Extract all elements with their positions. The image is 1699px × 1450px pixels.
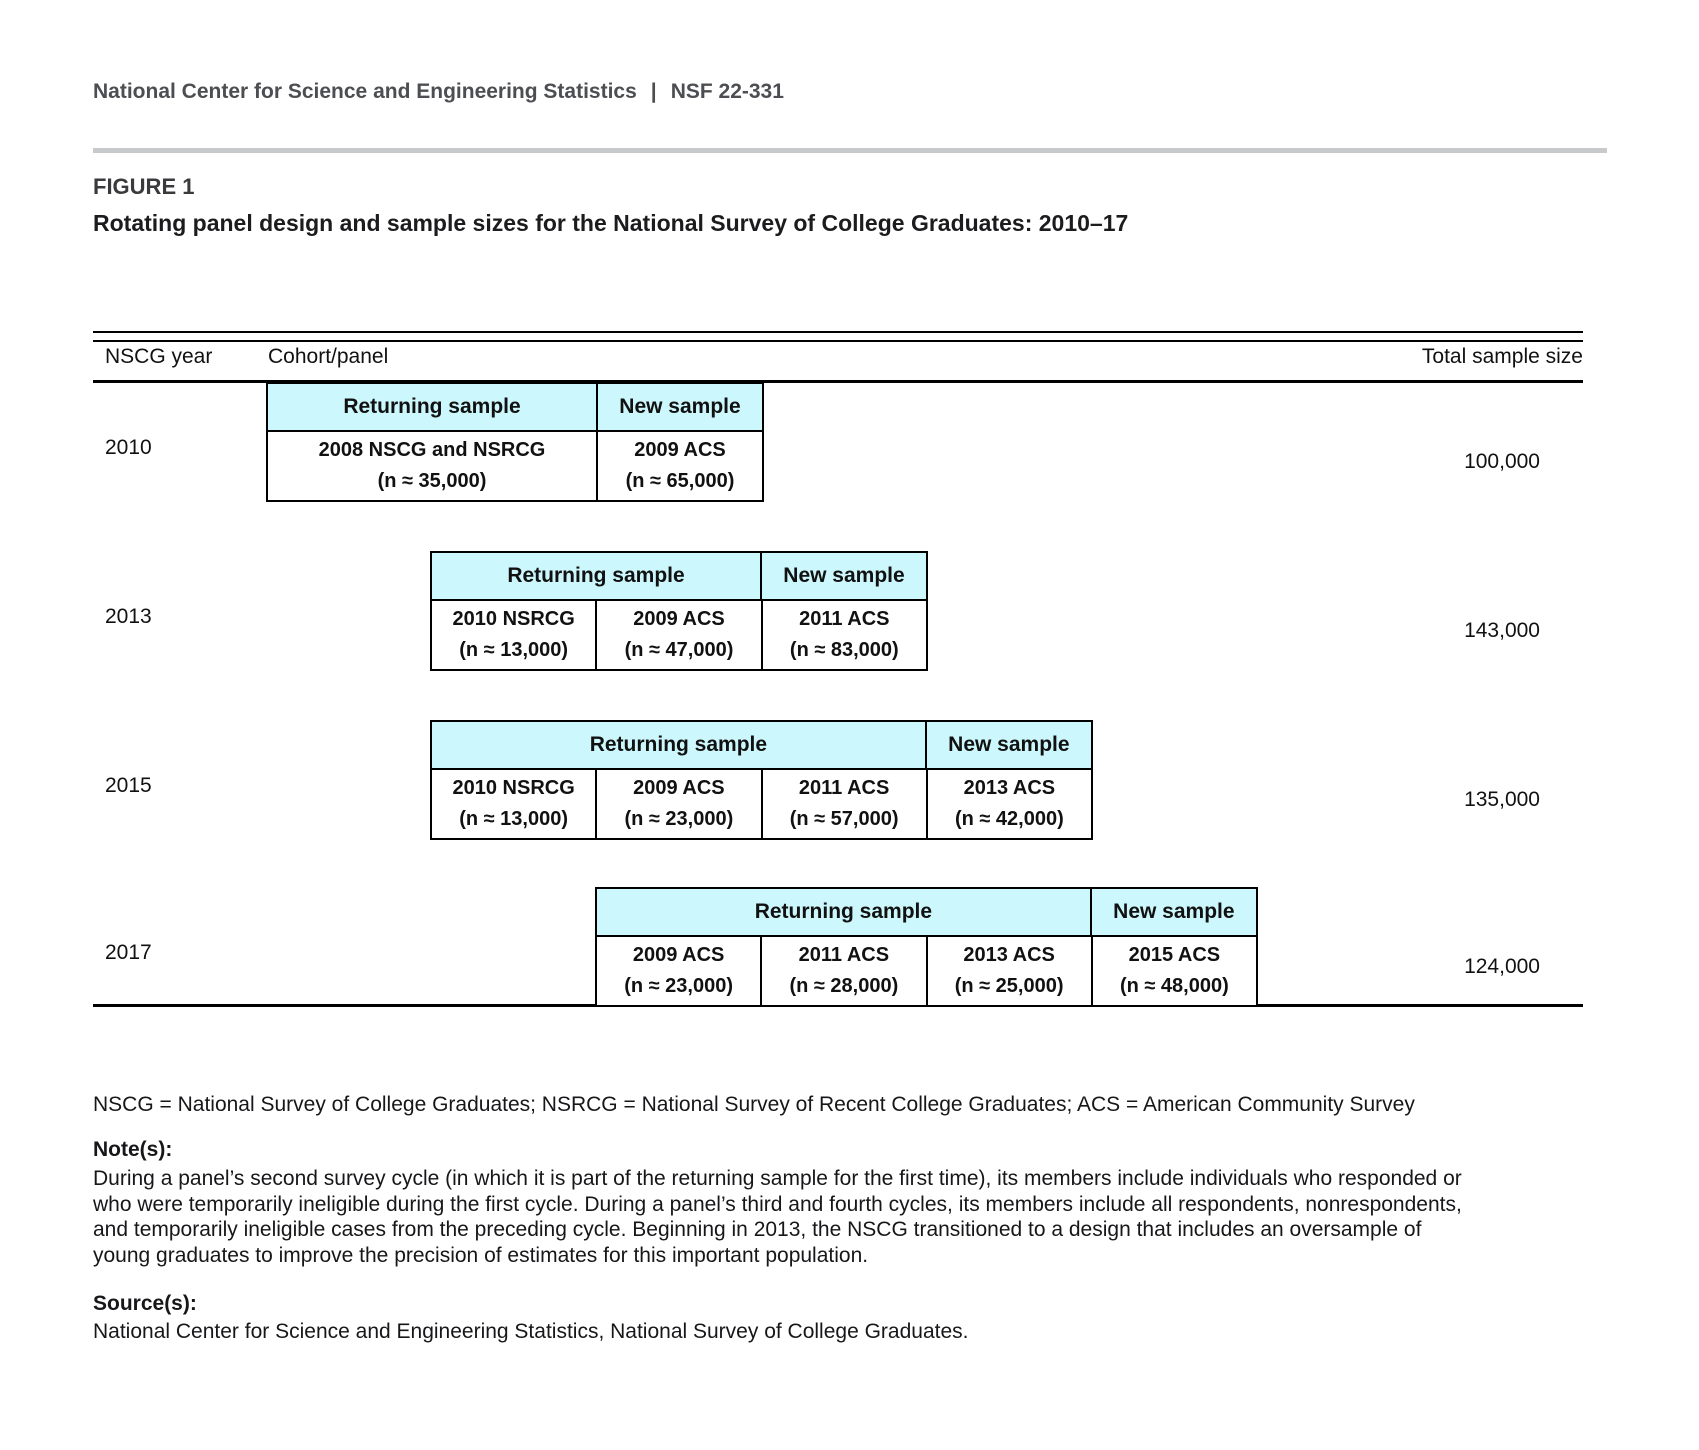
sample-size: (n ≈ 13,000) xyxy=(459,639,569,661)
total-sample-size-value: 143,000 xyxy=(1464,619,1540,642)
sample-size: (n ≈ 23,000) xyxy=(624,808,734,830)
sample-name: 2009 ACS xyxy=(633,608,725,630)
column-header-total-sample-size: Total sample size xyxy=(1421,345,1583,368)
year-label-2010: 2010 xyxy=(105,436,152,459)
panel-box-2017 xyxy=(595,887,1258,1007)
source-text: National Center for Science and Engineering Statistics, National Survey of College Graduates. xyxy=(93,1320,969,1343)
sample-cell xyxy=(597,937,760,1005)
abbreviation-key: NSCG = National Survey of College Graduates; NSRCG = National Survey of Recent College Graduates; ACS = American Community Survey xyxy=(93,1093,1415,1116)
sample-name: 2008 NSCG and NSRCG xyxy=(318,439,546,461)
source-label: Source(s): xyxy=(93,1292,197,1315)
panel-box-2017-data-row xyxy=(597,937,1256,1005)
sample-size: (n ≈ 13,000) xyxy=(459,808,569,830)
note-body xyxy=(93,1166,1462,1268)
total-sample-size-value: 124,000 xyxy=(1464,955,1540,978)
sample-size: (n ≈ 35,000) xyxy=(377,470,487,492)
sample-cell xyxy=(760,937,925,1005)
year-label-2015: 2015 xyxy=(105,774,152,797)
total-sample-size-value: 100,000 xyxy=(1464,450,1540,473)
sample-name: 2009 ACS xyxy=(632,944,725,966)
column-header-cohort-panel: Cohort/panel xyxy=(268,345,389,368)
doc-header-org: National Center for Science and Engineering Statistics xyxy=(93,80,637,103)
returning-sample-header: Returning sample xyxy=(432,722,925,768)
sample-name: 2011 ACS xyxy=(799,608,890,630)
sample-cell xyxy=(761,770,926,838)
sample-name: 2013 ACS xyxy=(963,944,1055,966)
new-sample-header: New sample xyxy=(925,722,1091,768)
doc-header-report-number: NSF 22-331 xyxy=(670,80,784,103)
sample-cell xyxy=(926,937,1091,1005)
sample-name: 2009 ACS xyxy=(634,439,726,461)
sample-size: (n ≈ 47,000) xyxy=(624,639,734,661)
year-label-2017: 2017 xyxy=(105,941,152,964)
note-line: During a panel’s second survey cycle (in which it is part of the returning sample for the first time), its members include individuals who responded or xyxy=(93,1167,1462,1190)
sample-size: (n ≈ 23,000) xyxy=(624,975,734,997)
panel-box-2010-data-row xyxy=(268,432,762,500)
returning-sample-header: Returning sample xyxy=(597,889,1090,935)
table-top-double-rule xyxy=(93,331,1583,342)
sample-cell xyxy=(596,432,762,500)
total-sample-size-value: 135,000 xyxy=(1464,788,1540,811)
panel-box-2010 xyxy=(266,382,764,502)
column-header-nscg-year: NSCG year xyxy=(105,345,213,368)
panel-box-2015-data-row xyxy=(432,770,1091,838)
sample-name: 2011 ACS xyxy=(798,777,890,799)
sample-size: (n ≈ 83,000) xyxy=(789,639,899,661)
sample-cell xyxy=(595,770,760,838)
panel-box-2015 xyxy=(430,720,1093,840)
sample-name: 2009 ACS xyxy=(633,777,725,799)
sample-cell xyxy=(1091,937,1256,1005)
panel-box-2015-header-row xyxy=(432,722,1091,770)
sample-cell xyxy=(268,432,596,500)
returning-sample-header: Returning sample xyxy=(268,384,596,430)
panel-box-2013 xyxy=(430,551,928,671)
sample-name: 2011 ACS xyxy=(798,944,890,966)
sample-size: (n ≈ 57,000) xyxy=(789,808,899,830)
new-sample-header: New sample xyxy=(1090,889,1256,935)
sample-size: (n ≈ 42,000) xyxy=(954,808,1064,830)
sample-cell xyxy=(595,601,760,669)
panel-box-2010-header-row xyxy=(268,384,762,432)
doc-header xyxy=(93,80,784,104)
panel-box-2013-header-row xyxy=(432,553,926,601)
panel-box-2017-header-row xyxy=(597,889,1256,937)
sample-size: (n ≈ 25,000) xyxy=(954,975,1064,997)
sample-name: 2013 ACS xyxy=(963,777,1056,799)
note-label: Note(s): xyxy=(93,1138,173,1161)
returning-sample-header: Returning sample xyxy=(432,553,760,599)
sample-size: (n ≈ 28,000) xyxy=(789,975,899,997)
note-line: young graduates to improve the precision of estimates for this important population. xyxy=(93,1243,869,1267)
figure-label: FIGURE 1 xyxy=(93,174,195,199)
year-label-2013: 2013 xyxy=(105,605,152,628)
panel-box-2013-data-row xyxy=(432,601,926,669)
new-sample-header: New sample xyxy=(760,553,926,599)
sample-name: 2010 NSRCG xyxy=(452,777,575,799)
sample-cell xyxy=(432,601,595,669)
header-divider-rule xyxy=(93,148,1607,153)
figure-title: Rotating panel design and sample sizes for the National Survey of College Graduates: 2010–17 xyxy=(93,210,1129,236)
sample-size: (n ≈ 48,000) xyxy=(1119,975,1229,997)
note-line: and temporarily ineligible cases from the preceding cycle. Beginning in 2013, the NSCG transitioned to a design that includes an oversample of xyxy=(93,1218,1422,1241)
sample-cell xyxy=(761,601,926,669)
sample-cell xyxy=(432,770,595,838)
note-line: who were temporarily ineligible during the first cycle. During a panel’s third and fourth cycles, its members include all respondents, nonrespondents, xyxy=(93,1192,1462,1216)
new-sample-header: New sample xyxy=(596,384,762,430)
sample-cell xyxy=(926,770,1091,838)
sample-name: 2015 ACS xyxy=(1128,944,1221,966)
sample-size: (n ≈ 65,000) xyxy=(625,470,735,492)
doc-header-separator: | xyxy=(650,80,657,103)
sample-name: 2010 NSRCG xyxy=(452,608,575,630)
